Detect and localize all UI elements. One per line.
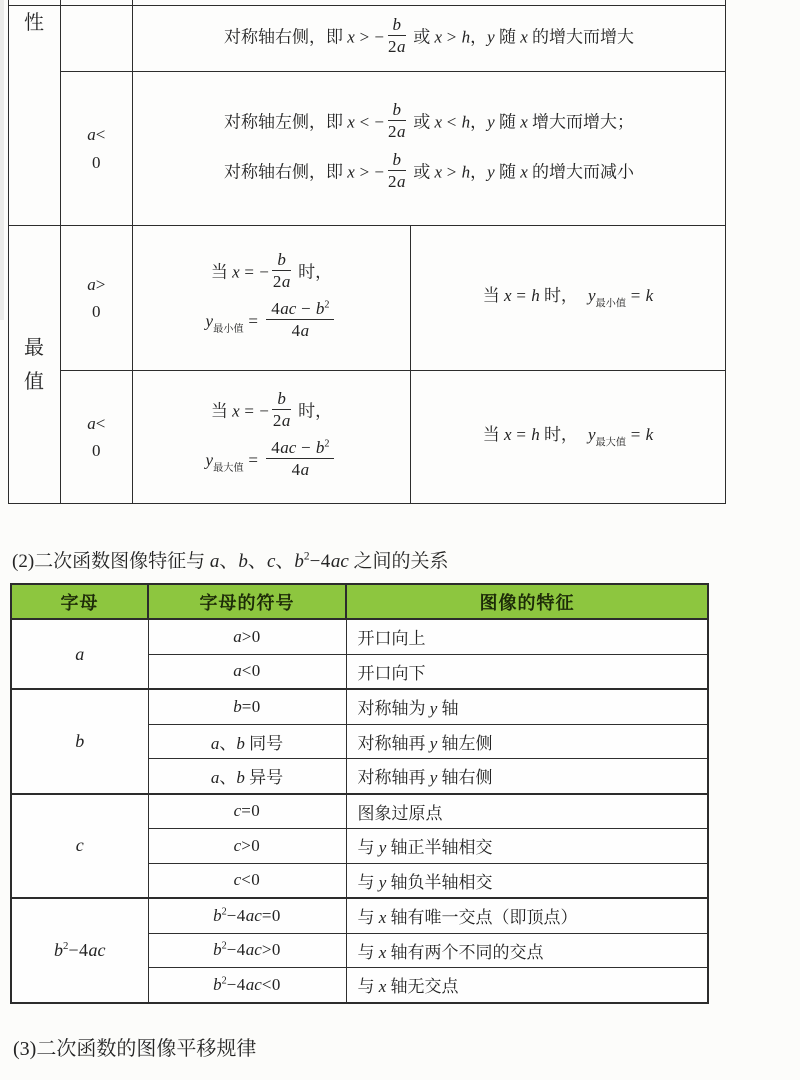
table-row	[9, 226, 726, 371]
minimum-value-line: $y_{最小值}$ = $\frac{4ac - b^2}{4a}$	[133, 302, 410, 343]
feature-one-intersection: 与 x 轴有唯一交点（即顶点）	[346, 898, 708, 933]
maximum-vertex-form-cell: 当 x = h 时， $y_{最大值} = k$	[411, 371, 726, 504]
table-row	[11, 689, 708, 724]
monotonicity-right-line: 对称轴右侧，即 x > − $\frac{b}{2a}$ 或 x > h，y 随 x 的增大而减小	[224, 150, 634, 192]
monotonicity-left-line: 对称轴左侧，即 x < − $\frac{b}{2a}$ 或 x < h，y 随 x 增大而增大；	[224, 99, 634, 141]
sign-a-gt-0: a>0	[148, 619, 346, 654]
condition-a-gt-0: a> 0	[61, 226, 133, 371]
feature-two-intersections: 与 x 轴有两个不同的交点	[346, 933, 708, 968]
section-2-heading: (2)二次函数图像特征与 a、b、c、$b^2-4ac$ 之间的关系	[12, 550, 449, 572]
feature-axis-right: 对称轴再 y 轴右侧	[346, 759, 708, 794]
minimum-vertex-form-cell: 当 x = h 时， $y_{最小值} = k$	[411, 226, 726, 371]
sign-c-gt-0: c>0	[148, 829, 346, 864]
column-header-feature: 图像的特征	[346, 584, 708, 619]
table-row	[9, 6, 726, 72]
coefficients-table	[10, 583, 709, 1004]
column-header-sign: 字母的符号	[148, 584, 346, 619]
sign-c-lt-0: c<0	[148, 863, 346, 898]
feature-opens-up: 开口向上	[346, 619, 708, 654]
monotonicity-a-lt-0-text	[133, 72, 726, 226]
sign-ab-same: a、b 同号	[148, 724, 346, 759]
sign-c-eq-0: c=0	[148, 794, 346, 829]
maximum-value-line: $y_{最大值}$ = $\frac{4ac - b^2}{4a}$	[133, 441, 410, 482]
sign-b-eq-0: b=0	[148, 689, 346, 724]
table-row	[11, 619, 708, 654]
scan-artifact	[0, 0, 4, 320]
letter-discriminant: $b^2-4ac$	[11, 898, 148, 1003]
table-row	[11, 794, 708, 829]
feature-axis-left: 对称轴再 y 轴左侧	[346, 724, 708, 759]
table-row	[11, 898, 708, 933]
table-row	[9, 72, 726, 226]
sign-disc-gt-0: $b^2-4ac>0$	[148, 933, 346, 968]
sign-a-lt-0: a<0	[148, 654, 346, 689]
letter-a: a	[11, 619, 148, 689]
feature-negative-y-axis: 与 y 轴负半轴相交	[346, 863, 708, 898]
letter-b: b	[11, 689, 148, 794]
maximum-formula-cell	[133, 371, 411, 504]
condition-a-lt-0: a< 0	[61, 72, 133, 226]
column-header-letter: 字母	[11, 584, 148, 619]
section-label-extremum: 最 值	[9, 226, 61, 504]
feature-no-intersection: 与 x 轴无交点	[346, 968, 708, 1003]
maximum-when-line: 当 x = − $\frac{b}{2a}$ 时，	[210, 388, 333, 430]
feature-positive-y-axis: 与 y 轴正半轴相交	[346, 829, 708, 864]
monotonicity-right-side-text: 对称轴右侧，即 x > − $\frac{b}{2a}$ 或 x > h，y 随 x 的增大而增大	[133, 6, 726, 72]
properties-table	[8, 0, 726, 504]
sign-ab-opposite: a、b 异号	[148, 759, 346, 794]
minimum-when-line: 当 x = − $\frac{b}{2a}$ 时，	[210, 249, 333, 291]
sign-disc-lt-0: $b^2-4ac<0$	[148, 968, 346, 1003]
section-3-heading: (3)二次函数的图像平移规律	[13, 1038, 257, 1060]
table-row	[9, 371, 726, 504]
condition-a-lt-0: a< 0	[61, 371, 133, 504]
feature-opens-down: 开口向下	[346, 654, 708, 689]
letter-c: c	[11, 794, 148, 899]
section-label-monotonicity: 性	[9, 6, 61, 226]
minimum-formula-cell	[133, 226, 411, 371]
header-row	[11, 584, 708, 619]
feature-axis-is-y: 对称轴为 y 轴	[346, 689, 708, 724]
sign-disc-eq-0: $b^2-4ac=0$	[148, 898, 346, 933]
condition-cell-empty	[61, 6, 133, 72]
feature-through-origin: 图象过原点	[346, 794, 708, 829]
